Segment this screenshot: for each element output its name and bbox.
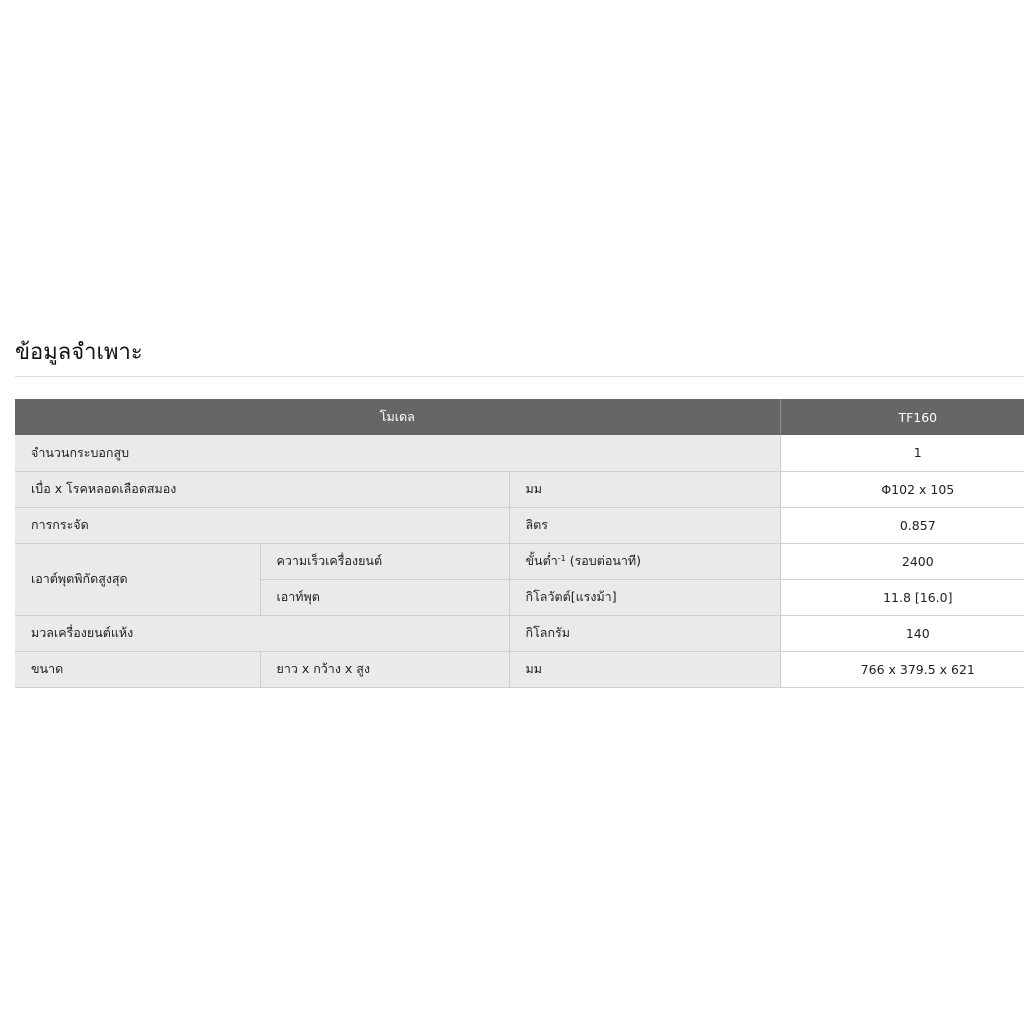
table-header-row xyxy=(15,399,1024,435)
table-row-dry-weight xyxy=(15,615,1024,651)
dimensions-unit: มม xyxy=(509,651,780,687)
header-model-label: โมเดล xyxy=(15,399,780,435)
output-unit: กิโลวัตต์[แรงม้า] xyxy=(509,579,780,615)
output-value: 11.8 [16.0] xyxy=(780,579,1024,615)
table-row-bore-stroke xyxy=(15,471,1024,507)
bore-stroke-unit: มม xyxy=(509,471,780,507)
engine-speed-unit-sup: -1 xyxy=(557,554,566,563)
engine-speed-value: 2400 xyxy=(780,543,1024,579)
table-row-dimensions xyxy=(15,651,1024,687)
table-row-cylinders xyxy=(15,435,1024,471)
dry-weight-unit: กิโลกรัม xyxy=(509,615,780,651)
title-divider xyxy=(15,376,1024,377)
bore-stroke-value: Φ102 x 105 xyxy=(780,471,1024,507)
max-output-label: เอาต์พุตพิกัดสูงสุด xyxy=(15,543,260,615)
section-title: ข้อมูลจำเพาะ xyxy=(15,340,143,365)
displacement-label: การกระจัด xyxy=(15,507,509,543)
dimensions-sub-label: ยาว x กว้าง x สูง xyxy=(260,651,509,687)
header-model-name: TF160 xyxy=(780,399,1024,435)
dry-weight-value: 140 xyxy=(780,615,1024,651)
table-row-engine-speed xyxy=(15,543,1024,579)
spec-table xyxy=(15,399,1024,688)
engine-speed-unit xyxy=(509,543,780,579)
engine-speed-unit-main: ขั้นต่ำ xyxy=(525,553,558,568)
engine-speed-label: ความเร็วเครื่องยนต์ xyxy=(260,543,509,579)
cylinders-label: จำนวนกระบอกสูบ xyxy=(15,435,780,471)
dry-weight-label: มวลเครื่องยนต์แห้ง xyxy=(15,615,509,651)
dimensions-label: ขนาด xyxy=(15,651,260,687)
cylinders-value: 1 xyxy=(780,435,1024,471)
displacement-unit: ลิตร xyxy=(509,507,780,543)
displacement-value: 0.857 xyxy=(780,507,1024,543)
dimensions-value: 766 x 379.5 x 621 xyxy=(780,651,1024,687)
bore-stroke-label: เบื่อ x โรคหลอดเลือดสมอง xyxy=(15,471,509,507)
output-label: เอาท์พุต xyxy=(260,579,509,615)
engine-speed-unit-suffix: (รอบต่อนาที) xyxy=(565,553,642,568)
table-row-displacement xyxy=(15,507,1024,543)
